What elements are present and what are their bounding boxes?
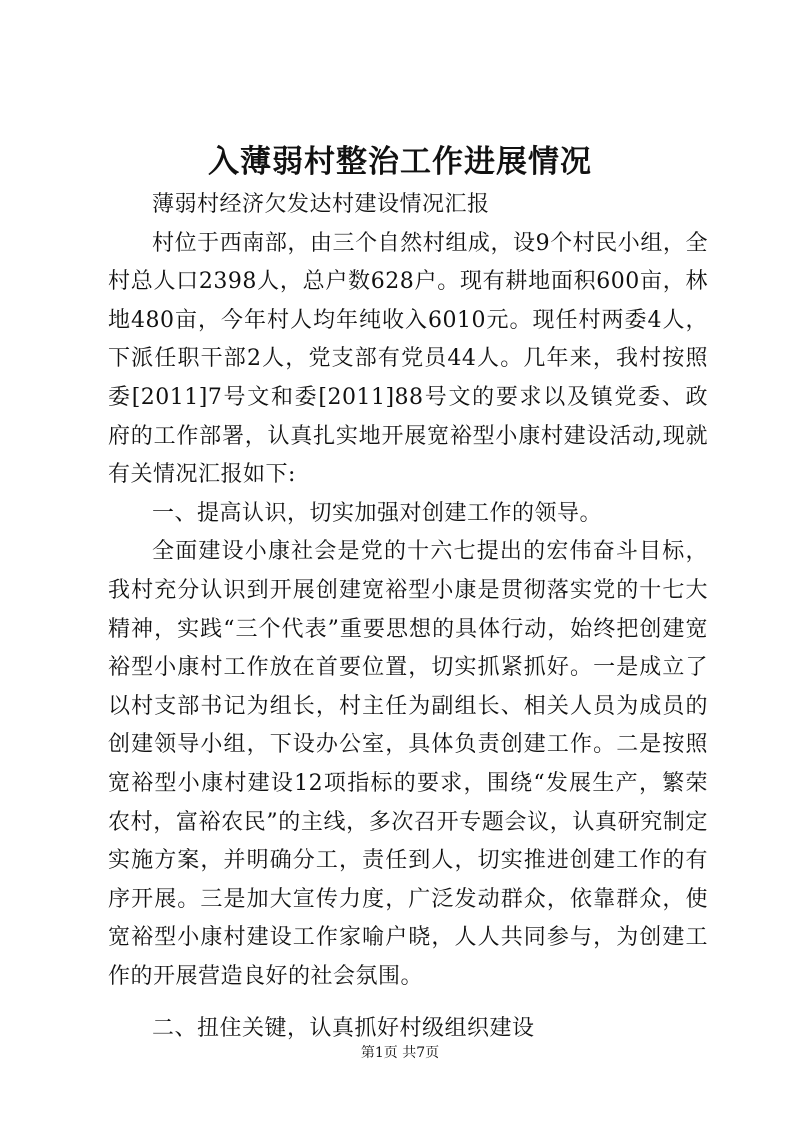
document-body	[108, 186, 708, 1049]
page-footer: 第1页 共7页	[360, 1045, 440, 1061]
paragraph-leadership: 全面建设小康社会是党的十六七提出的宏伟奋斗目标，我村充分认识到开展创建宽裕型小康是贯彻落实党的十七大精神，实践“三个代表”重要思想的具体行动，始终把创建宽裕型小康村工作放在首要位置，切实抓紧抓好。一是成立了以村支部书记为组长，村主任为副组长、相关人员为成员的创建领导小组，下设办公室，具体负责创建工作。二是按照宽裕型小康村建设12项指标的要求，围绕“发展生产，繁荣农村，富裕农民”的主线，多次召开专题会议，认真研究制定实施方案，并明确分工，责任到人，切实推进创建工作的有序开展。三是加大宣传力度，广泛发动群众，依靠群众，使宽裕型小康村建设工作家喻户晓，人人共同参与，为创建工作的开展营造良好的社会氛围。	[108, 539, 708, 989]
document-title: 入薄弱村整治工作进展情况	[208, 144, 592, 180]
section-heading-2: 二、扭住关键，认真抓好村级组织建设	[152, 1016, 535, 1042]
paragraph-subtitle: 薄弱村经济欠发达村建设情况汇报	[152, 192, 490, 217]
paragraph-village-overview: 村位于西南部，由三个自然村组成，设9个村民小组，全村总人口2398人，总户数628户。现有耕地面积600亩，林地480亩，今年村人均年纯收入6010元。现任村两委4人，下派任职干部2人，党支部有党员44人。几年来，我村按照委[2011]7号文和委[2011]88号文的要求以及镇党委、政府的工作部署，认真扎实地开展宽裕型小康村建设活动,现就有关情况汇报如下:	[108, 230, 708, 488]
section-heading-1: 一、提高认识，切实加强对创建工作的领导。	[152, 500, 603, 526]
